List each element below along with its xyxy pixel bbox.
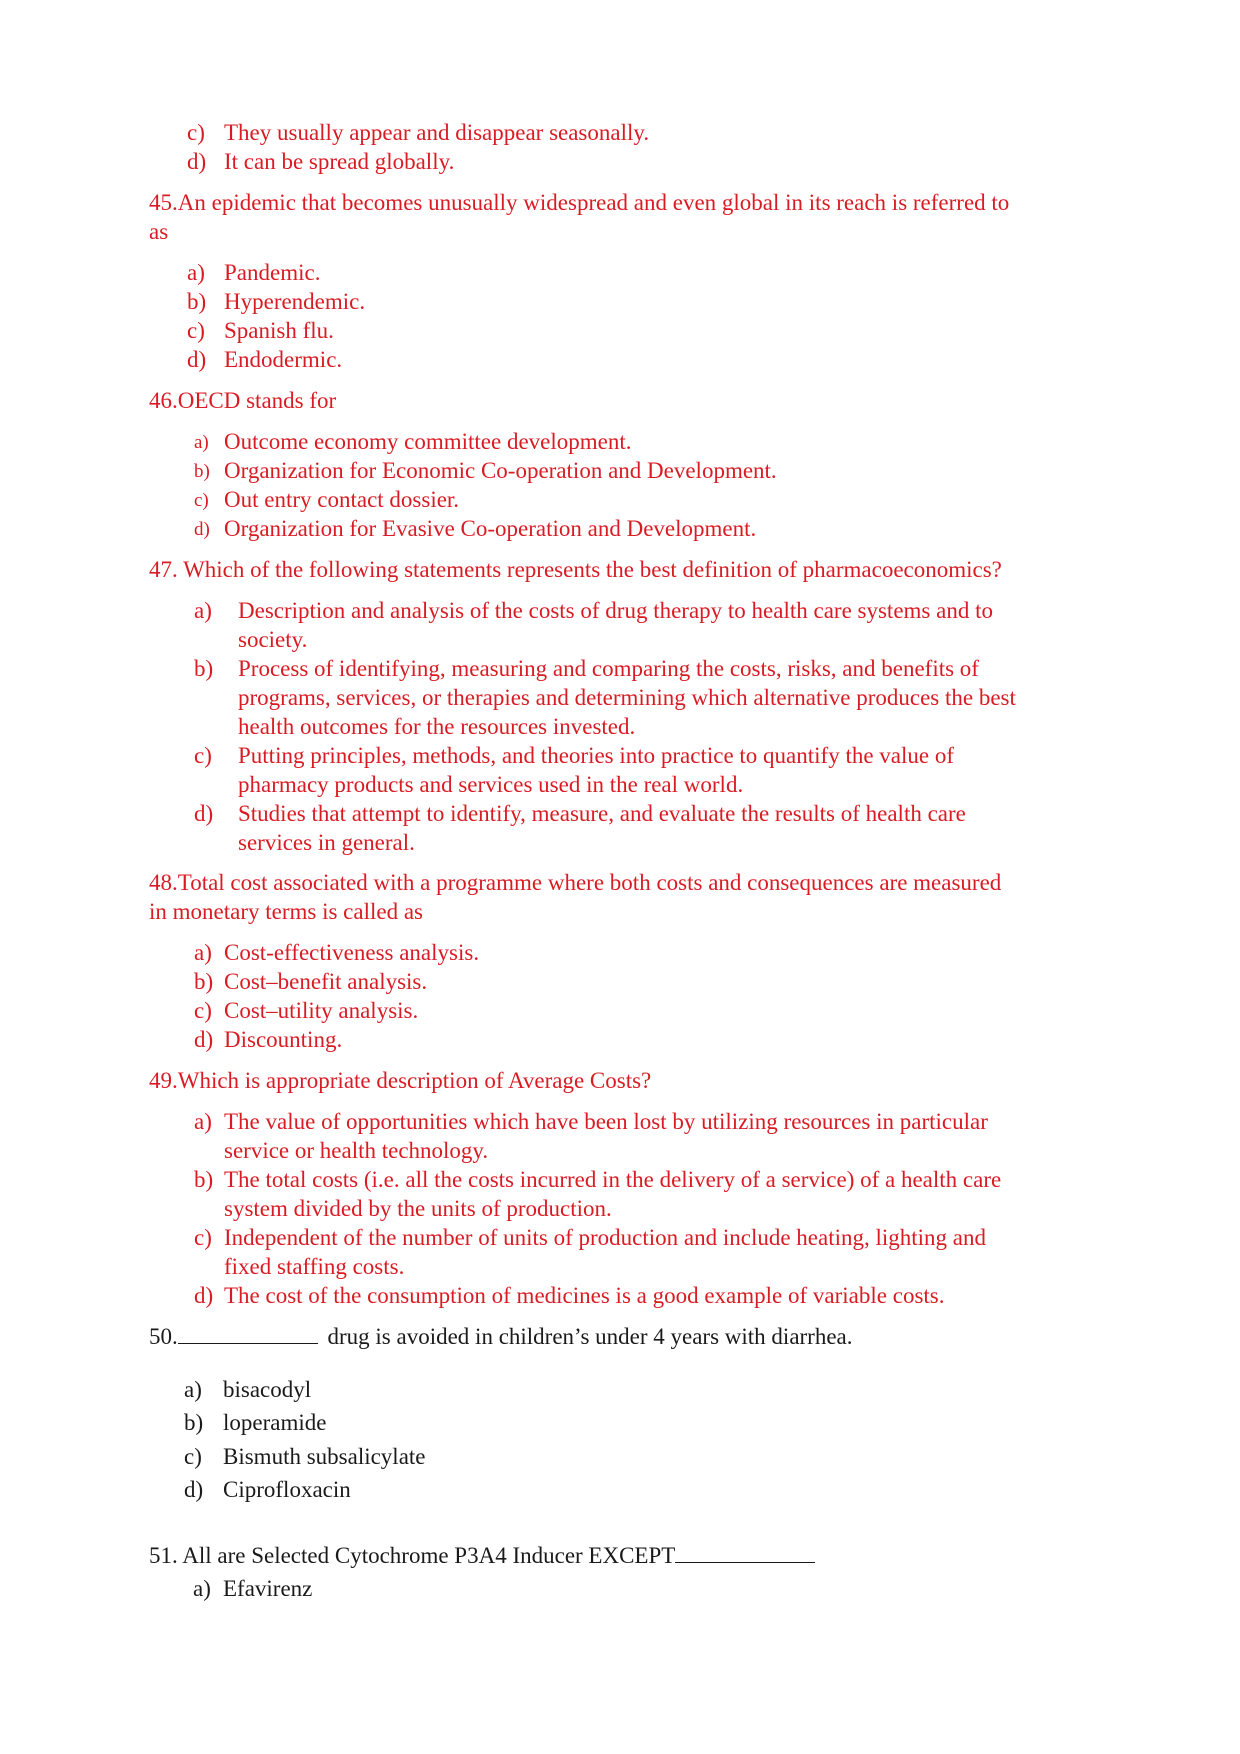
option-text: The value of opportunities which have been lost by utilizing resources in particular: [224, 1109, 988, 1134]
question-48-line2: in monetary terms is called as: [149, 899, 424, 924]
option-text: Out entry contact dossier.: [224, 487, 460, 512]
option-text: It can be spread globally.: [224, 149, 455, 174]
option-label: d): [194, 1283, 214, 1308]
option-label: b): [194, 1167, 214, 1192]
option-text: Outcome economy committee development.: [224, 429, 632, 454]
option-label: d): [194, 519, 210, 540]
option-label: a): [193, 1576, 211, 1601]
option-text: Organization for Evasive Co-operation and Development.: [224, 516, 757, 541]
option-text: Endodermic.: [224, 347, 343, 372]
option-label: c): [184, 1444, 202, 1469]
option-label: b): [184, 1410, 204, 1435]
option-text: Pandemic.: [224, 260, 321, 285]
question-number: 50.: [149, 1324, 178, 1349]
option-text: Studies that attempt to identify, measure, and evaluate the results of health care: [238, 801, 966, 826]
option-label: c): [194, 743, 212, 768]
option-label: d): [194, 1027, 214, 1052]
option-label: a): [194, 1109, 212, 1134]
answer-blank: [675, 1561, 815, 1563]
option-label: d): [187, 149, 207, 174]
question-45-line1: 45.An epidemic that becomes unusually widespread and even global in its reach is referred to: [149, 190, 1010, 215]
option-text: Cost–utility analysis.: [224, 998, 419, 1023]
option-text: Cost–benefit analysis.: [224, 969, 428, 994]
option-label: d): [187, 347, 207, 372]
option-text: Bismuth subsalicylate: [223, 1444, 426, 1469]
option-label: c): [187, 120, 205, 145]
option-label: c): [187, 318, 205, 343]
option-text: Ciprofloxacin: [223, 1477, 351, 1502]
option-text: Spanish flu.: [224, 318, 334, 343]
question-47: 47. Which of the following statements represents the best definition of pharmacoeconomics?: [149, 557, 1002, 582]
option-text: system divided by the units of production.: [224, 1196, 612, 1221]
option-text: Efavirenz: [223, 1576, 313, 1601]
option-label: d): [194, 801, 214, 826]
option-text: health outcomes for the resources invested.: [238, 714, 636, 739]
option-label: a): [184, 1377, 202, 1402]
option-label: b): [187, 289, 207, 314]
option-text: Description and analysis of the costs of drug therapy to health care systems and to: [238, 598, 993, 623]
option-text: Organization for Economic Co-operation and Development.: [224, 458, 777, 483]
option-text: The total costs (i.e. all the costs incurred in the delivery of a service) of a health care: [224, 1167, 1002, 1192]
option-text: fixed staffing costs.: [224, 1254, 405, 1279]
option-text: Independent of the number of units of production and include heating, lighting and: [224, 1225, 987, 1250]
option-text: Discounting.: [224, 1027, 343, 1052]
option-label: a): [194, 432, 209, 453]
option-text: They usually appear and disappear seasonally.: [224, 120, 650, 145]
option-text: bisacodyl: [223, 1377, 312, 1402]
option-label: c): [194, 998, 212, 1023]
option-text: pharmacy products and services used in the real world.: [238, 772, 744, 797]
option-text: Hyperendemic.: [224, 289, 366, 314]
option-label: b): [194, 461, 210, 482]
option-text: society.: [238, 627, 308, 652]
question-text: 51. All are Selected Cytochrome P3A4 Inducer EXCEPT: [149, 1543, 676, 1568]
question-48-line1: 48.Total cost associated with a programme where both costs and consequences are measured: [149, 870, 1002, 895]
option-label: a): [187, 260, 205, 285]
question-50: [149, 1322, 853, 1351]
option-label: b): [194, 969, 214, 994]
option-label: a): [194, 598, 212, 623]
option-label: d): [184, 1477, 204, 1502]
option-text: service or health technology.: [224, 1138, 489, 1163]
question-49: 49.Which is appropriate description of Average Costs?: [149, 1068, 652, 1093]
question-text: drug is avoided in children’s under 4 years with diarrhea.: [327, 1324, 853, 1349]
option-text: The cost of the consumption of medicines is a good example of variable costs.: [224, 1283, 945, 1308]
question-51: [149, 1541, 819, 1570]
option-label: a): [194, 940, 212, 965]
option-label: c): [194, 490, 209, 511]
question-46: 46.OECD stands for: [149, 388, 337, 413]
option-label: c): [194, 1225, 212, 1250]
answer-blank: [178, 1342, 318, 1344]
option-label: b): [194, 656, 214, 681]
option-text: programs, services, or therapies and determining which alternative produces the best: [238, 685, 1016, 710]
option-text: services in general.: [238, 830, 415, 855]
option-text: loperamide: [223, 1410, 327, 1435]
option-text: Process of identifying, measuring and comparing the costs, risks, and benefits of: [238, 656, 979, 681]
option-text: Putting principles, methods, and theories into practice to quantify the value of: [238, 743, 955, 768]
option-text: Cost-effectiveness analysis.: [224, 940, 480, 965]
question-45-line2: as: [149, 219, 169, 244]
